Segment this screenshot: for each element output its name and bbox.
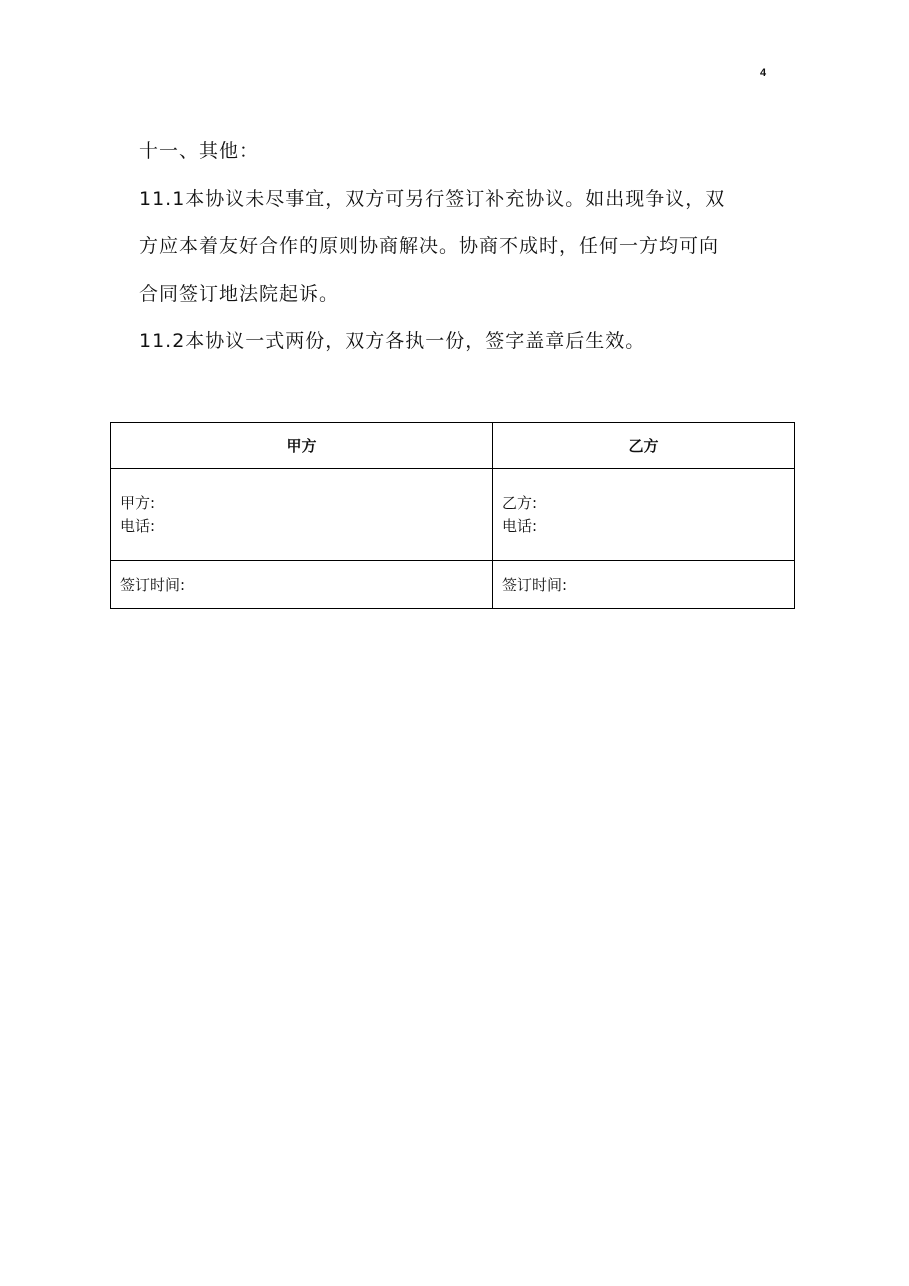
- clause-11-1-line-3: 合同签订地法院起诉。: [139, 282, 340, 305]
- clause-11-1-line-2: 方应本着友好合作的原则协商解决。协商不成时，任何一方均可向: [139, 235, 720, 257]
- section-heading: 十一、其他：: [139, 140, 260, 162]
- party-b-date-label: 签订时间:: [493, 561, 795, 609]
- party-a-name-label: 甲方:: [120, 493, 156, 512]
- section-other: [139, 128, 779, 366]
- party-a-phone-label: 电话:: [120, 516, 156, 535]
- clause-11-2: 11.2本协议一式两份，双方各执一份，签字盖章后生效。: [139, 330, 646, 352]
- party-b-info-cell: [493, 469, 795, 561]
- page-number: 4: [760, 67, 767, 79]
- party-a-header: 甲方: [111, 423, 493, 469]
- party-a-date-label: 签订时间:: [111, 561, 493, 609]
- party-b-phone-label: 电话:: [502, 516, 538, 535]
- clause-11-1-line-1: 11.1本协议未尽事宜，双方可另行签订补充协议。如出现争议，双: [139, 187, 726, 210]
- party-b-name-label: 乙方:: [502, 493, 538, 512]
- party-a-info-cell: [111, 469, 493, 561]
- signature-table-header-row: [111, 423, 795, 469]
- signature-table: [110, 422, 795, 609]
- party-b-header: 乙方: [493, 423, 795, 469]
- signature-table-date-row: [111, 561, 795, 609]
- signature-table-info-row: [111, 469, 795, 561]
